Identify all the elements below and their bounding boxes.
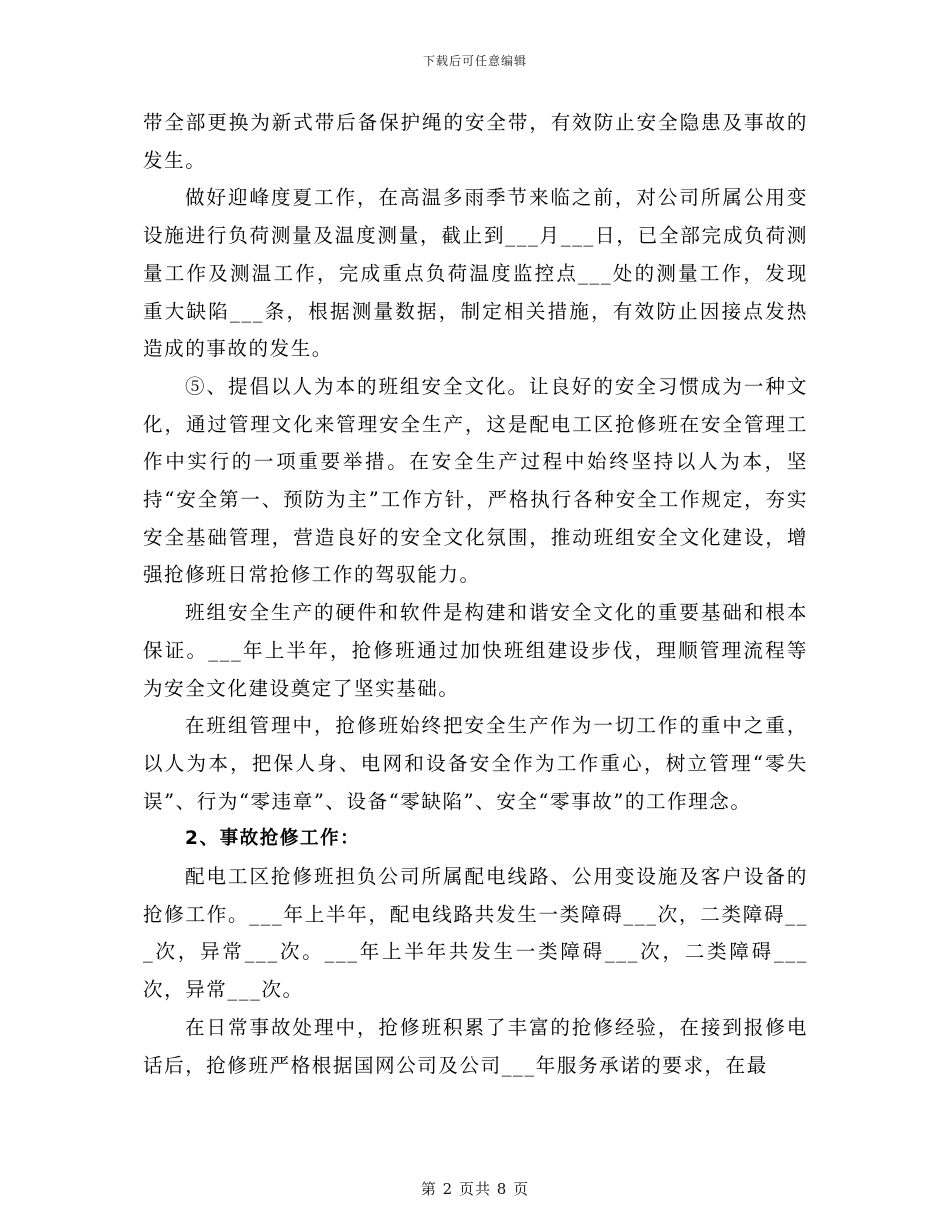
paragraph-5: 在班组管理中，抢修班始终把安全生产作为一切工作的重中之重，以人为本，把保人身、电网和设备安全作为工作重心，树立管理“零失误”、行为“零违章”、设备“零缺陷”、安全“零事故”的工作理念。 (143, 714, 808, 813)
paragraph-7: 在日常事故处理中，抢修班积累了丰富的抢修经验，在接到报修电话后，抢修班严格根据国网公司及公司___年服务承诺的要求，在最 (143, 1015, 808, 1077)
document-body (143, 104, 808, 1084)
paragraph-1: 带全部更换为新式带后备保护绳的安全带，有效防止安全隐患及事故的发生。 (143, 111, 808, 172)
page-footer: 第 2 页共 8 页 (420, 1180, 530, 1198)
page-header: 下载后可任意编辑 (422, 54, 527, 68)
paragraph-4: 班组安全生产的硬件和软件是构建和谐安全文化的重要基础和根本保证。___年上半年，抢修班通过加快班组建设步伐，理顺管理流程等为安全文化建设奠定了坚实基础。 (143, 601, 808, 700)
paragraph-6: 配电工区抢修班担负公司所属配电线路、公用变设施及客户设备的抢修工作。___年上半年，配电线路共发生一类障碍___次，二类障碍___次，异常___次。___年上半年共发生一类障碍___次，二类障碍___次，异常___次。 (143, 865, 808, 1002)
paragraph-2: 做好迎峰度夏工作，在高温多雨季节来临之前，对公司所属公用变设施进行负荷测量及温度测量，截止到___月___日，已全部完成负荷测量工作及测温工作，完成重点负荷温度监控点___处的测量工作，发现重大缺陷___条，根据测量数据，制定相关措施，有效防止因接点发热造成的事故的发生。 (143, 186, 808, 361)
section-heading: 2、事故抢修工作： (185, 828, 361, 850)
paragraph-3: ⑤、提倡以人为本的班组安全文化。让良好的安全习惯成为一种文化，通过管理文化来管理安全生产，这是配电工区抢修班在安全管理工作中实行的一项重要举措。在安全生产过程中始终坚持以人为本，坚持“安全第一、预防为主”工作方针，严格执行各种安全工作规定，夯实安全基础管理，营造良好的安全文化氛围，推动班组安全文化建设，增强抢修班日常抢修工作的驾驭能力。 (143, 374, 808, 587)
